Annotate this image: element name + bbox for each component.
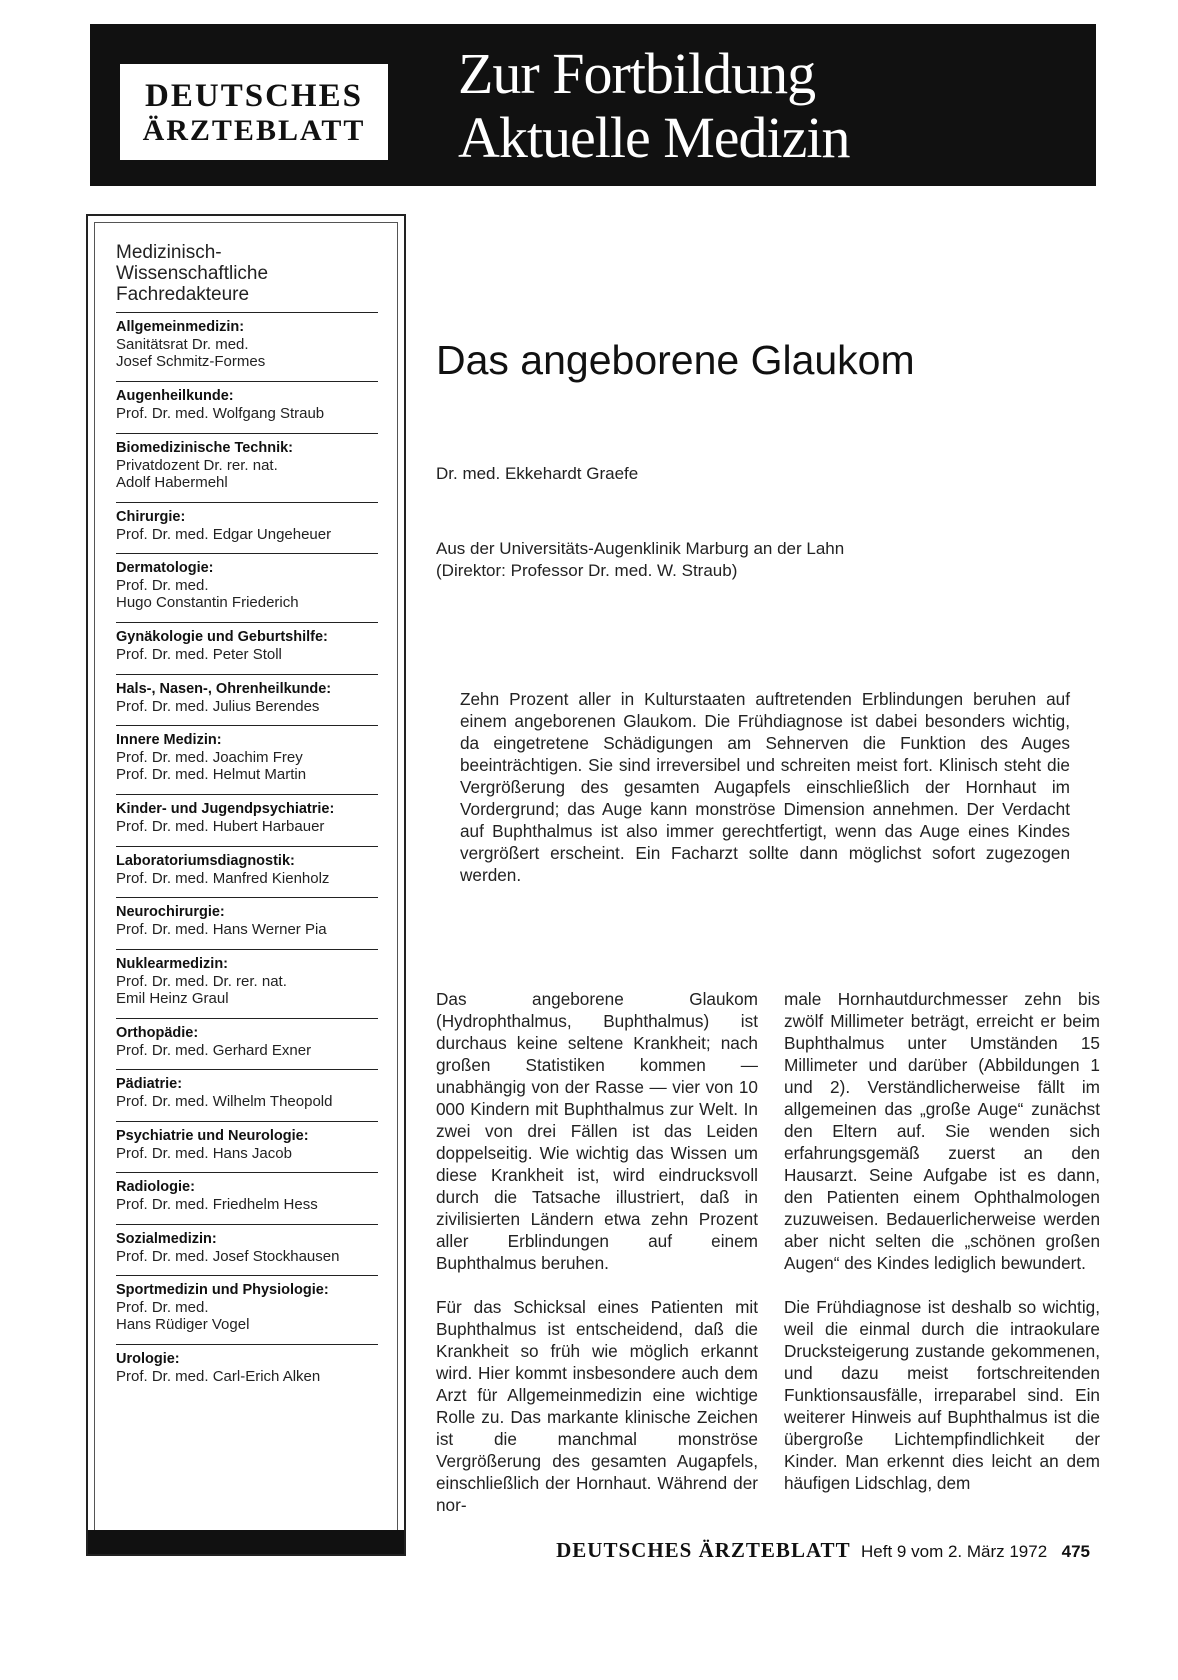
specialty-title: Urologie: — [116, 1351, 180, 1367]
editor-section — [116, 794, 378, 846]
page-footer — [0, 1538, 1090, 1563]
editor-names: Prof. Dr. med. Hans Rüdiger Vogel — [116, 1299, 250, 1333]
editor-names: Prof. Dr. med. Wilhelm Theopold — [116, 1093, 333, 1110]
affiliation-line-1: Aus der Universitäts-Augenklinik Marburg an der Lahn — [436, 539, 845, 558]
specialty-title: Pädiatrie: — [116, 1076, 183, 1092]
specialty-title: Hals-, Nasen-, Ohrenheilkunde: — [116, 680, 332, 697]
editor-names: Prof. Dr. med. Manfred Kienholz — [116, 869, 330, 887]
paragraph: male Hornhautdurchmesser zehn bis zwölf Millimeter beträgt, erreicht er beim Buphthalmus unter Umständen 15 Millimeter und darüber (Abbildungen 1 und 2). Verständlicherweise fällt im allgemeinen das „große Auge“ zunächst den Eltern auf. Sie wenden sich erfahrungsgemäß zuerst an den Hausarzt. Seine Aufgabe ist es dann, den Patienten einem Ophthalmologen zuzuweisen. Bedauerlicherweise werden aber nicht selten die „schönen großen Augen“ des Kindes lediglich bewundert. — [784, 989, 1100, 1273]
editor-section — [116, 1224, 378, 1276]
editor-names: Prof. Dr. med. Joachim Frey Prof. Dr. med. Helmut Martin — [116, 749, 307, 783]
specialty-title: Orthopädie: — [116, 1024, 199, 1041]
paragraph: Die Frühdiagnose ist deshalb so wichtig, weil die einmal durch die intraokulare Drucksteigerung zustande gekommenen, und dazu meist fortschreitenden Funktionsausfälle, irreparabel sind. Ein weiterer Hinweis auf Buphthalmus ist die übergroße Lichtempfindlichkeit der Kinder. Man erkennt dies leicht an dem häufigen Lidschlag, dem — [784, 1297, 1100, 1493]
specialty-title: Biomedizinische Technik: — [116, 439, 293, 456]
specialty-title: Augenheilkunde: — [116, 388, 234, 404]
specialty-title: Kinder- und Jugendpsychiatrie: — [116, 801, 335, 817]
editor-names: Prof. Dr. med. Edgar Ungeheuer — [116, 525, 332, 543]
paragraph: Für das Schicksal eines Patienten mit Buphthalmus ist entscheidend, daß die Krankheit so früh wie möglich erkannt wird. Hier kommt insbesondere auch dem Arzt für Allgemeinmedizin eine wichtige Rolle zu. Das markante klinische Zeichen ist die manchmal monströse Vergrößerung des gesamten Augapfels, einschließlich der Hornhaut. Während der nor- — [436, 1297, 758, 1515]
editor-section — [116, 312, 378, 381]
editors-list — [116, 312, 378, 1396]
editor-section — [116, 1069, 378, 1121]
editor-section — [116, 1172, 378, 1224]
specialty-title: Neurochirurgie: — [116, 904, 225, 920]
editor-section — [116, 674, 378, 726]
logo-line-2: ÄRZTEBLATT — [142, 114, 366, 147]
editor-names: Prof. Dr. med. Wolfgang Straub — [116, 405, 325, 422]
specialty-title: Innere Medizin: — [116, 732, 222, 748]
editor-names: Sanitätsrat Dr. med. Josef Schmitz-Formes — [116, 336, 266, 370]
article-title: Das angeborene Glaukom — [436, 337, 915, 383]
editor-names: Prof. Dr. med. Josef Stockhausen — [116, 1247, 340, 1265]
specialty-title: Allgemeinmedizin: — [116, 319, 245, 335]
body-column-right — [784, 988, 1100, 1516]
specialty-title: Sportmedizin und Physiologie: — [116, 1282, 329, 1298]
section-title — [458, 42, 850, 170]
editor-names: Prof. Dr. med. Julius Berendes — [116, 697, 320, 715]
specialty-title: Gynäkologie und Geburtshilfe: — [116, 629, 328, 645]
editor-names: Prof. Dr. med. Hans Werner Pia — [116, 921, 327, 938]
specialty-title: Radiologie: — [116, 1179, 195, 1195]
footer-issue: Heft 9 vom 2. März 1972 — [861, 1542, 1048, 1561]
editor-names: Prof. Dr. med. Hubert Harbauer — [116, 818, 325, 835]
editor-section — [116, 897, 378, 949]
page-number: 475 — [1061, 1542, 1090, 1561]
editor-section — [116, 553, 378, 622]
specialty-title: Sozialmedizin: — [116, 1230, 217, 1247]
editor-names: Prof. Dr. med. Hugo Constantin Friederich — [116, 577, 299, 611]
editor-section — [116, 1121, 378, 1173]
editor-section — [116, 433, 378, 502]
editor-names: Prof. Dr. med. Peter Stoll — [116, 646, 282, 663]
editor-names: Prof. Dr. med. Friedhelm Hess — [116, 1196, 318, 1213]
editor-section — [116, 725, 378, 794]
article-abstract: Zehn Prozent aller in Kulturstaaten auftretenden Erblindungen beruhen auf einem angeborenen Glaukom. Die Frühdiagnose ist dabei besonders wichtig, da eingetretene Schädigungen am Sehnerven die Funktion des Auges beeinträchtigen. Sie sind irreversibel und schreiten meist fort. Klinisch steht die Vergrößerung des gesamten Augapfels einschließlich der Hornhaut im Vordergrund; das Auge kann monströse Dimension annehmen. Der Verdacht auf Buphthalmus ist also immer gerechtfertigt, wenn das Auge eines Kindes vergrößert erscheint. Ein Facharzt sollte dann möglichst sofort zugezogen werden. — [460, 689, 1070, 885]
journal-logo — [120, 64, 388, 160]
editor-names: Prof. Dr. med. Hans Jacob — [116, 1144, 292, 1162]
editor-section — [116, 381, 378, 433]
section-title-line-1: Zur Fortbildung — [458, 41, 816, 106]
specialty-title: Psychiatrie und Neurologie: — [116, 1127, 309, 1144]
specialty-title: Chirurgie: — [116, 508, 186, 525]
editor-section — [116, 622, 378, 674]
article-author: Dr. med. Ekkehardt Graefe — [436, 464, 639, 483]
specialty-title: Dermatologie: — [116, 560, 214, 576]
editor-names: Prof. Dr. med. Gerhard Exner — [116, 1041, 312, 1059]
editor-section — [116, 949, 378, 1018]
affiliation-line-2: (Direktor: Professor Dr. med. W. Straub) — [436, 561, 738, 580]
specialty-title: Laboratoriumsdiagnostik: — [116, 852, 295, 869]
editor-section — [116, 1275, 378, 1344]
body-column-left — [436, 988, 758, 1538]
editors-sidebar — [86, 214, 406, 1556]
editor-names: Privatdozent Dr. rer. nat. Adolf Habermehl — [116, 456, 278, 491]
paragraph: Das angeborene Glaukom (Hydrophthalmus, Buphthalmus) ist durchaus keine seltene Krankheit; nach großen Statistiken kommen — unabhängig von der Rasse — vier von 10 000 Kindern mit Buphthalmus zur Welt. In zwei von drei Fällen ist das Leiden doppelseitig. Wie wichtig das Wissen um diese Krankheit ist, wird eindrucksvoll durch die Tatsache illustriert, daß in zivilisierten Ländern etwa zehn Prozent aller Erblindungen auf einem Buphthalmus beruhen. — [436, 989, 758, 1273]
sidebar-title: Medizinisch- Wissenschaftliche Fachredakteure — [116, 242, 269, 305]
section-title-line-2: Aktuelle Medizin — [458, 105, 850, 170]
editor-section — [116, 1018, 378, 1070]
editor-names: Prof. Dr. med. Carl-Erich Alken — [116, 1368, 321, 1385]
editor-section — [116, 502, 378, 554]
logo-line-1: DEUTSCHES — [145, 78, 363, 114]
article-affiliation — [436, 538, 844, 582]
editor-names: Prof. Dr. med. Dr. rer. nat. Emil Heinz Graul — [116, 972, 287, 1007]
specialty-title: Nuklearmedizin: — [116, 955, 228, 972]
editor-section — [116, 1344, 378, 1396]
editor-section — [116, 846, 378, 898]
footer-journal-name: DEUTSCHES ÄRZTEBLATT — [556, 1538, 851, 1562]
header-banner — [90, 24, 1096, 186]
